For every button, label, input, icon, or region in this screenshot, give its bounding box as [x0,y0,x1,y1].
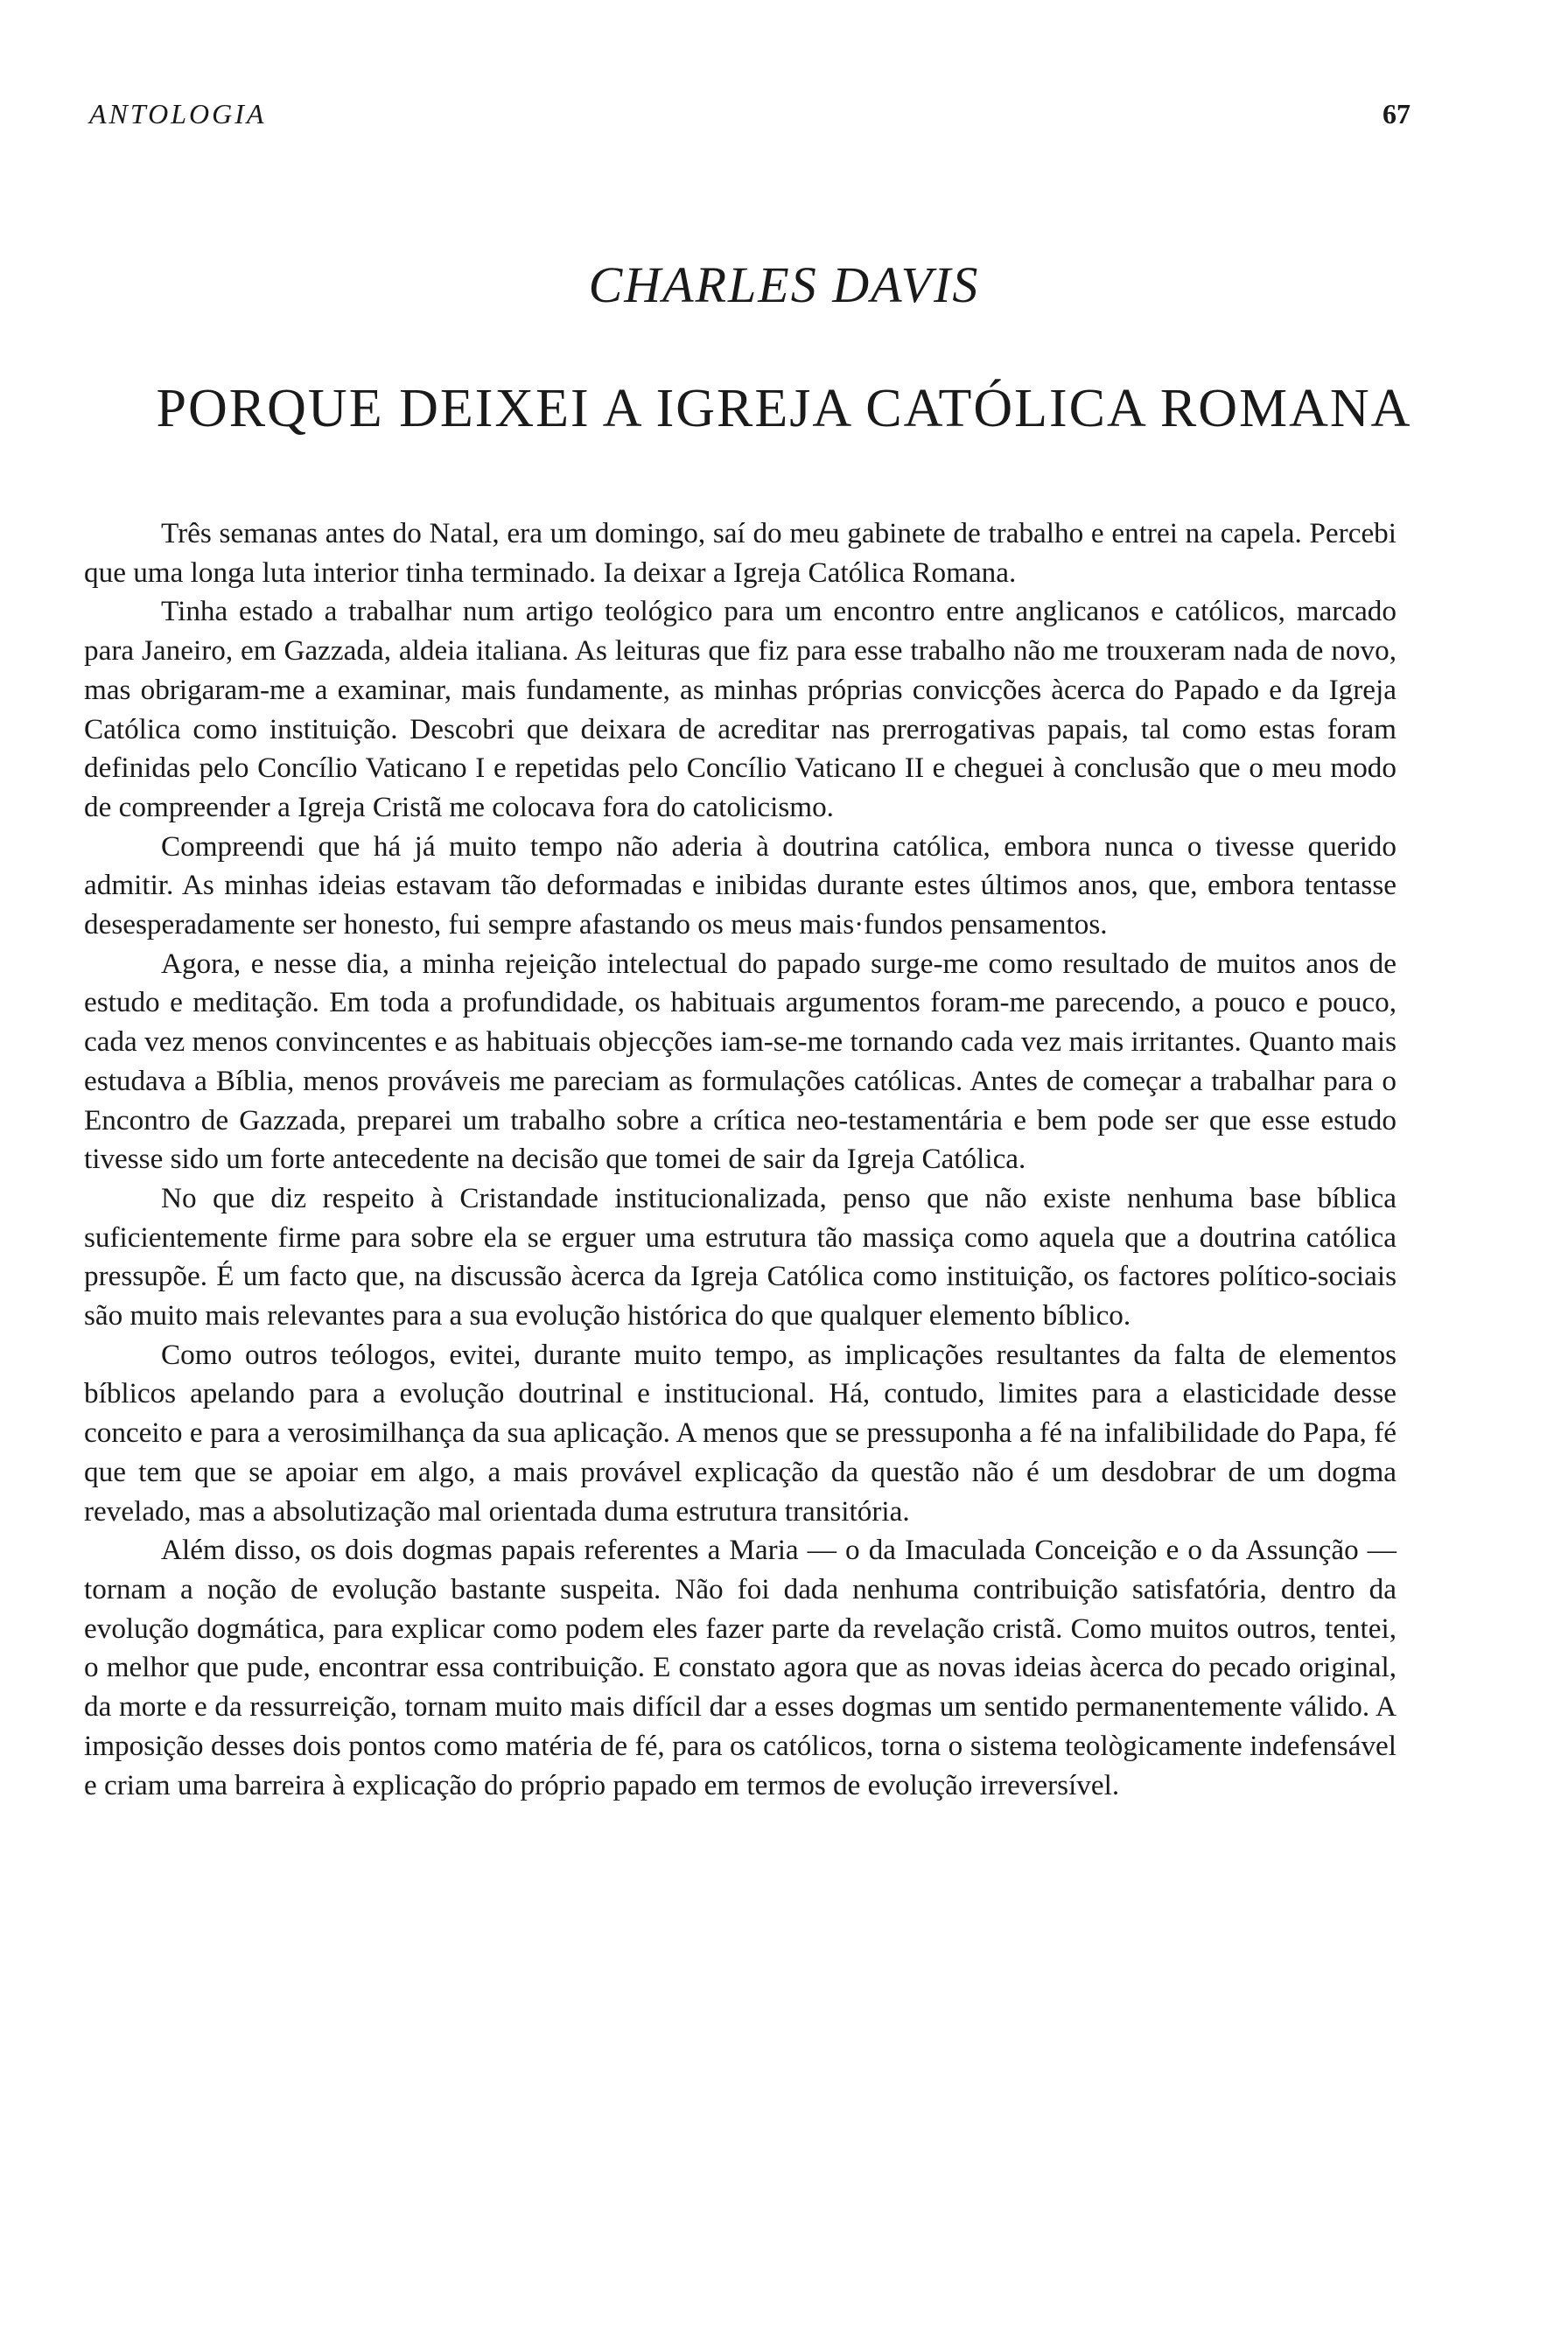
paragraph: Compreendi que há já muito tempo não aderia à doutrina católica, embora nunca o tivesse querido admitir. As minhas ideias estavam tão deformadas e inibidas durante estes últimos anos, que, embora tentasse desesperadamente ser honesto, fui sempre afastando os meus mais·fundos pensamentos. [84,829,1396,941]
paragraph: Além disso, os dois dogmas papais referentes a Maria — o da Imaculada Conceição e o da Assunção — tornam a noção de evolução bastante suspeita. Não foi dada nenhuma contribuição satisfatória, dentro da evolução dogmática, para explicar como podem eles fazer parte da revelação cristã. Como muitos outros, tentei, o melhor que pude, encontrar essa contribuição. E constato agora que as novas ideias àcerca do pecado original, da morte e da ressurreição, tornam muito mais difícil dar a esses dogmas um sentido permanentemente válido. A imposição desses dois pontos como matéria de fé, para os católicos, torna o sistema teològicamente indefensável e criam uma barreira à explicação do próprio papado em termos de evolução irreversível. [84,1534,1396,1801]
paragraph: Tinha estado a trabalhar num artigo teológico para um encontro entre anglicanos e católicos, marcado para Janeiro, em Gazzada, aldeia italiana. As leituras que fiz para esse trabalho não me trouxeram nada de novo, mas obrigaram-me a examinar, mais fundamente, as minhas próprias convicções àcerca do Papado e da Igreja Católica como instituição. Descobri que deixara de acreditar nas prerrogativas papais, tal como estas foram definidas pelo Concílio Vaticano I e repetidas pelo Concílio Vaticano II e cheguei à conclusão que o meu modo de compreender a Igreja Cristã me colocava fora do catolicismo. [84,595,1396,823]
running-head [89,98,1410,142]
paragraph: Como outros teólogos, evitei, durante muito tempo, as implicações resultantes da falta de elementos bíblicos apelando para a evolução doutrinal e institucional. Há, contudo, limites para a elasticidade desse conceito e para a verosimilhança da sua aplicação. A menos que se pressuponha a fé na infalibilidade do Papa, fé que tem que se apoiar em algo, a mais provável explicação da questão não é um desdobrar de um dogma revelado, mas a absolutização mal orientada duma estrutura transitória. [84,1338,1396,1528]
paragraph: No que diz respeito à Cristandade institucionalizada, penso que não existe nenhuma base bíblica suficientemente firme para sobre ela se erguer uma estrutura tão massiça como aquela que a doutrina católica pressupõe. É um facto que, na discussão àcerca da Igreja Católica como instituição, os factores político-sociais são muito mais relevantes para a sua evolução histórica do que qualquer elemento bíblico. [84,1181,1396,1332]
author-name: CHARLES DAVIS [588,256,980,313]
article-title: PORQUE DEIXEI A IGREJA CATÓLICA ROMANA [156,379,1412,438]
page-number: 67 [1382,98,1410,129]
paragraph: Agora, e nesse dia, a minha rejeição intelectual do papado surge-me como resultado de muitos anos de estudo e meditação. Em toda a profundidade, os habituais argumentos foram-me parecendo, a pouco e pouco, cada vez menos convincentes e as habituais objecções iam-se-me tornando cada vez mais irritantes. Quanto mais estudava a Bíblia, menos prováveis me pareciam as formulações católicas. Antes de começar a trabalhar para o Encontro de Gazzada, preparei um trabalho sobre a crítica neo-testamentária e bem pode ser que esse estudo tivesse sido um forte antecedente na decisão que tomei de sair da Igreja Católica. [84,947,1396,1176]
paragraph: Três semanas antes do Natal, era um domingo, saí do meu gabinete de trabalho e entrei na capela. Percebi que uma longa luta interior tinha terminado. Ia deixar a Igreja Católica Romana. [84,517,1396,589]
running-title: ANTOLOGIA [89,98,267,129]
article-body [84,514,1396,1805]
